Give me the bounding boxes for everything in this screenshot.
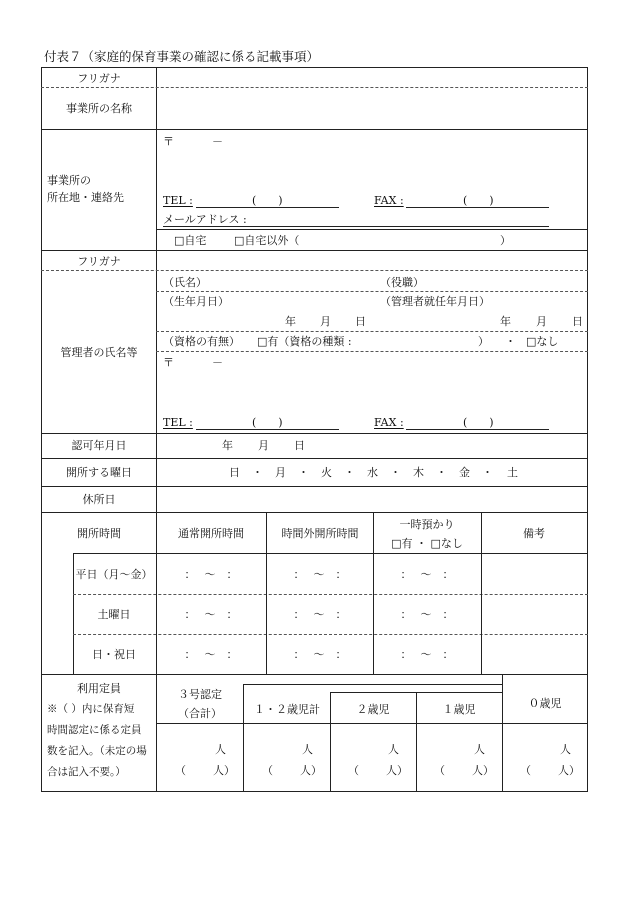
birth-day: 日 (355, 315, 366, 328)
cap-unit-3: 人 (215, 743, 226, 756)
manager-tel-paren: ( ) (252, 416, 283, 429)
cap-col-4 (502, 674, 503, 792)
manager-section-label: 管理者の氏名等 (60, 346, 138, 359)
day-sep-6: ・ (482, 466, 493, 479)
cap-paren-open-12: （ (262, 764, 273, 777)
line-address-options (156, 229, 588, 230)
hours-col-4 (481, 512, 482, 674)
day-sep-2: ・ (298, 466, 309, 479)
cap-unit-2: 人 (388, 743, 399, 756)
capacity-label-1: 利用定員 (77, 682, 121, 695)
hours-col-3 (373, 512, 374, 674)
cap-unit-12: 人 (302, 743, 313, 756)
birth-year: 年 (285, 315, 296, 328)
manager-appointed-label: （管理者就任年月日） (380, 295, 490, 308)
day-mon: 月 (275, 466, 286, 479)
dash-manager-3 (156, 351, 588, 352)
office-tel-paren: ( ) (252, 194, 283, 207)
cap-col2: ２歳児 (356, 703, 390, 716)
day-thu: 木 (413, 466, 424, 479)
approval-label: 認可年月日 (71, 439, 127, 452)
manager-postal-dash: － (212, 356, 223, 369)
appointed-year: 年 (500, 315, 511, 328)
cap-paren-open-2: （ (348, 764, 359, 777)
day-tue: 火 (321, 466, 332, 479)
cap-unit-0: 人 (560, 743, 571, 756)
frame-right (587, 67, 588, 792)
line-after-address (41, 250, 588, 251)
cap-col12: １・２歳児計 (254, 703, 320, 716)
cap-paren-open-3: （ (175, 764, 186, 777)
hours-col-temp-1: 一時預かり (399, 518, 455, 531)
label-divider-upper (156, 67, 157, 512)
hours-col-1 (156, 512, 157, 674)
manager-furigana-label: フリガナ (77, 255, 121, 268)
manager-position-label: （役職） (380, 276, 424, 289)
hours-row-holiday: 日・祝日 (92, 648, 136, 661)
manager-qual-label: （資格の有無） (163, 335, 240, 348)
cap-col0: ０歳児 (528, 697, 562, 710)
hours-inner-left (73, 553, 74, 674)
manager-fax-paren: ( ) (463, 416, 494, 429)
cap-header-bottom (156, 723, 588, 724)
frame-left (41, 67, 42, 792)
cap-paren-close-1: 人） (472, 764, 494, 777)
hours-col-extra: 時間外開所時間 (281, 527, 359, 540)
line-after-closed (41, 512, 588, 513)
hours-label: 開所時間 (77, 527, 121, 540)
line-after-approval (41, 458, 588, 459)
office-home-checkbox[interactable]: □自宅 (174, 234, 207, 247)
manager-qual-yes-checkbox[interactable]: □有（資格の種類 : (257, 335, 352, 348)
saturday-extra: ： ～ ： (293, 608, 347, 621)
days-label: 開所する曜日 (66, 466, 132, 479)
day-sep-1: ・ (252, 466, 263, 479)
manager-tel-underline (196, 429, 339, 430)
office-email-label: メールアドレス : (163, 213, 247, 226)
weekday-normal: ： ～ ： (184, 568, 238, 581)
manager-postal-mark: 〒 (163, 356, 174, 369)
appointed-month: 月 (536, 315, 547, 328)
office-fax-underline (406, 207, 549, 208)
dash-manager-2 (156, 331, 588, 332)
cap-paren-close-2: 人） (386, 764, 408, 777)
office-address-label-2: 所在地・連絡先 (47, 191, 124, 204)
approval-month: 月 (258, 439, 269, 452)
cap-col-2 (330, 692, 331, 792)
manager-name-label: （氏名） (163, 276, 207, 289)
cap-col-3 (416, 692, 417, 792)
manager-fax-underline (406, 429, 549, 430)
manager-birth-label: （生年月日） (163, 295, 229, 308)
holiday-normal: ： ～ ： (184, 648, 238, 661)
office-tel-underline (196, 207, 339, 208)
day-sat: 土 (507, 466, 518, 479)
dash-manager-furigana (41, 270, 588, 271)
line-after-days (41, 486, 588, 487)
approval-year: 年 (222, 439, 233, 452)
cap-paren-open-0: （ (520, 764, 531, 777)
office-postal-dash: － (212, 135, 223, 148)
cap-unit-1: 人 (474, 743, 485, 756)
cap-col1: １歳児 (442, 703, 476, 716)
day-wed: 水 (367, 466, 378, 479)
document-title: 付表７（家庭的保育事業の確認に係る記載事項） (44, 49, 320, 64)
office-furigana-label: フリガナ (77, 72, 121, 85)
line-after-name (41, 129, 588, 130)
approval-day: 日 (294, 439, 305, 452)
cap-paren-close-3: 人） (213, 764, 235, 777)
day-sun: 日 (229, 466, 240, 479)
holiday-temp: ： ～ ： (400, 648, 454, 661)
saturday-normal: ： ～ ： (184, 608, 238, 621)
office-fax-label: FAX : (374, 194, 404, 207)
day-sep-3: ・ (344, 466, 355, 479)
hours-col-2 (266, 512, 267, 674)
weekday-temp: ： ～ ： (400, 568, 454, 581)
frame-bottom (41, 791, 588, 792)
manager-qual-no-checkbox[interactable]: □なし (526, 335, 559, 348)
frame-top (41, 67, 588, 68)
cap-col3-line1: ３号認定 (178, 688, 222, 701)
hours-col-normal: 通常開所時間 (178, 527, 244, 540)
hours-header-bottom (73, 553, 588, 554)
line-after-manager (41, 433, 588, 434)
cap-paren-close-12: 人） (300, 764, 322, 777)
office-other-checkbox[interactable]: □自宅以外（ (234, 234, 300, 247)
birth-month: 月 (320, 315, 331, 328)
closed-label: 休所日 (82, 493, 116, 506)
hours-row-weekday: 平日（月～金） (75, 568, 153, 581)
manager-qual-close: ） (478, 335, 489, 348)
hours-row-saturday: 土曜日 (97, 608, 131, 621)
label-divider-lower (156, 674, 157, 792)
cap-paren-open-1: （ (434, 764, 445, 777)
day-sep-5: ・ (436, 466, 447, 479)
saturday-temp: ： ～ ： (400, 608, 454, 621)
capacity-label-2: ※（ ）内に保育短 (47, 703, 135, 715)
office-email-underline (163, 226, 549, 227)
capacity-label-3: 時間認定に係る定員 (47, 724, 142, 736)
dash-manager-1 (156, 291, 588, 292)
capacity-label-5: 合は記入不要。） (47, 766, 126, 778)
cap-sub-top (243, 684, 502, 685)
capacity-label-4: 数を記入。（未定の場 (47, 745, 147, 757)
office-address-label-1: 事業所の (47, 174, 91, 187)
office-tel-label: TEL : (163, 194, 193, 207)
office-name-label: 事業所の名称 (66, 102, 132, 115)
cap-paren-close-0: 人） (558, 764, 580, 777)
dash-hours-1 (73, 594, 588, 595)
hours-col-temp-2[interactable]: □有 ・ □なし (391, 537, 463, 550)
office-fax-paren: ( ) (463, 194, 494, 207)
appointed-day: 日 (572, 315, 583, 328)
cap-col-1 (243, 684, 244, 792)
dash-office-furigana (41, 87, 588, 88)
line-after-hours (41, 674, 588, 675)
cap-col3-line2: （合計） (178, 707, 222, 720)
manager-qual-dot: ・ (505, 335, 516, 348)
manager-fax-label: FAX : (374, 416, 404, 429)
hours-col-notes: 備考 (523, 527, 545, 540)
day-sep-4: ・ (390, 466, 401, 479)
holiday-extra: ： ～ ： (293, 648, 347, 661)
dash-hours-2 (73, 634, 588, 635)
office-other-close: ） (500, 234, 511, 247)
office-postal-mark: 〒 (163, 135, 174, 148)
day-fri: 金 (459, 466, 470, 479)
weekday-extra: ： ～ ： (293, 568, 347, 581)
manager-tel-label: TEL : (163, 416, 193, 429)
